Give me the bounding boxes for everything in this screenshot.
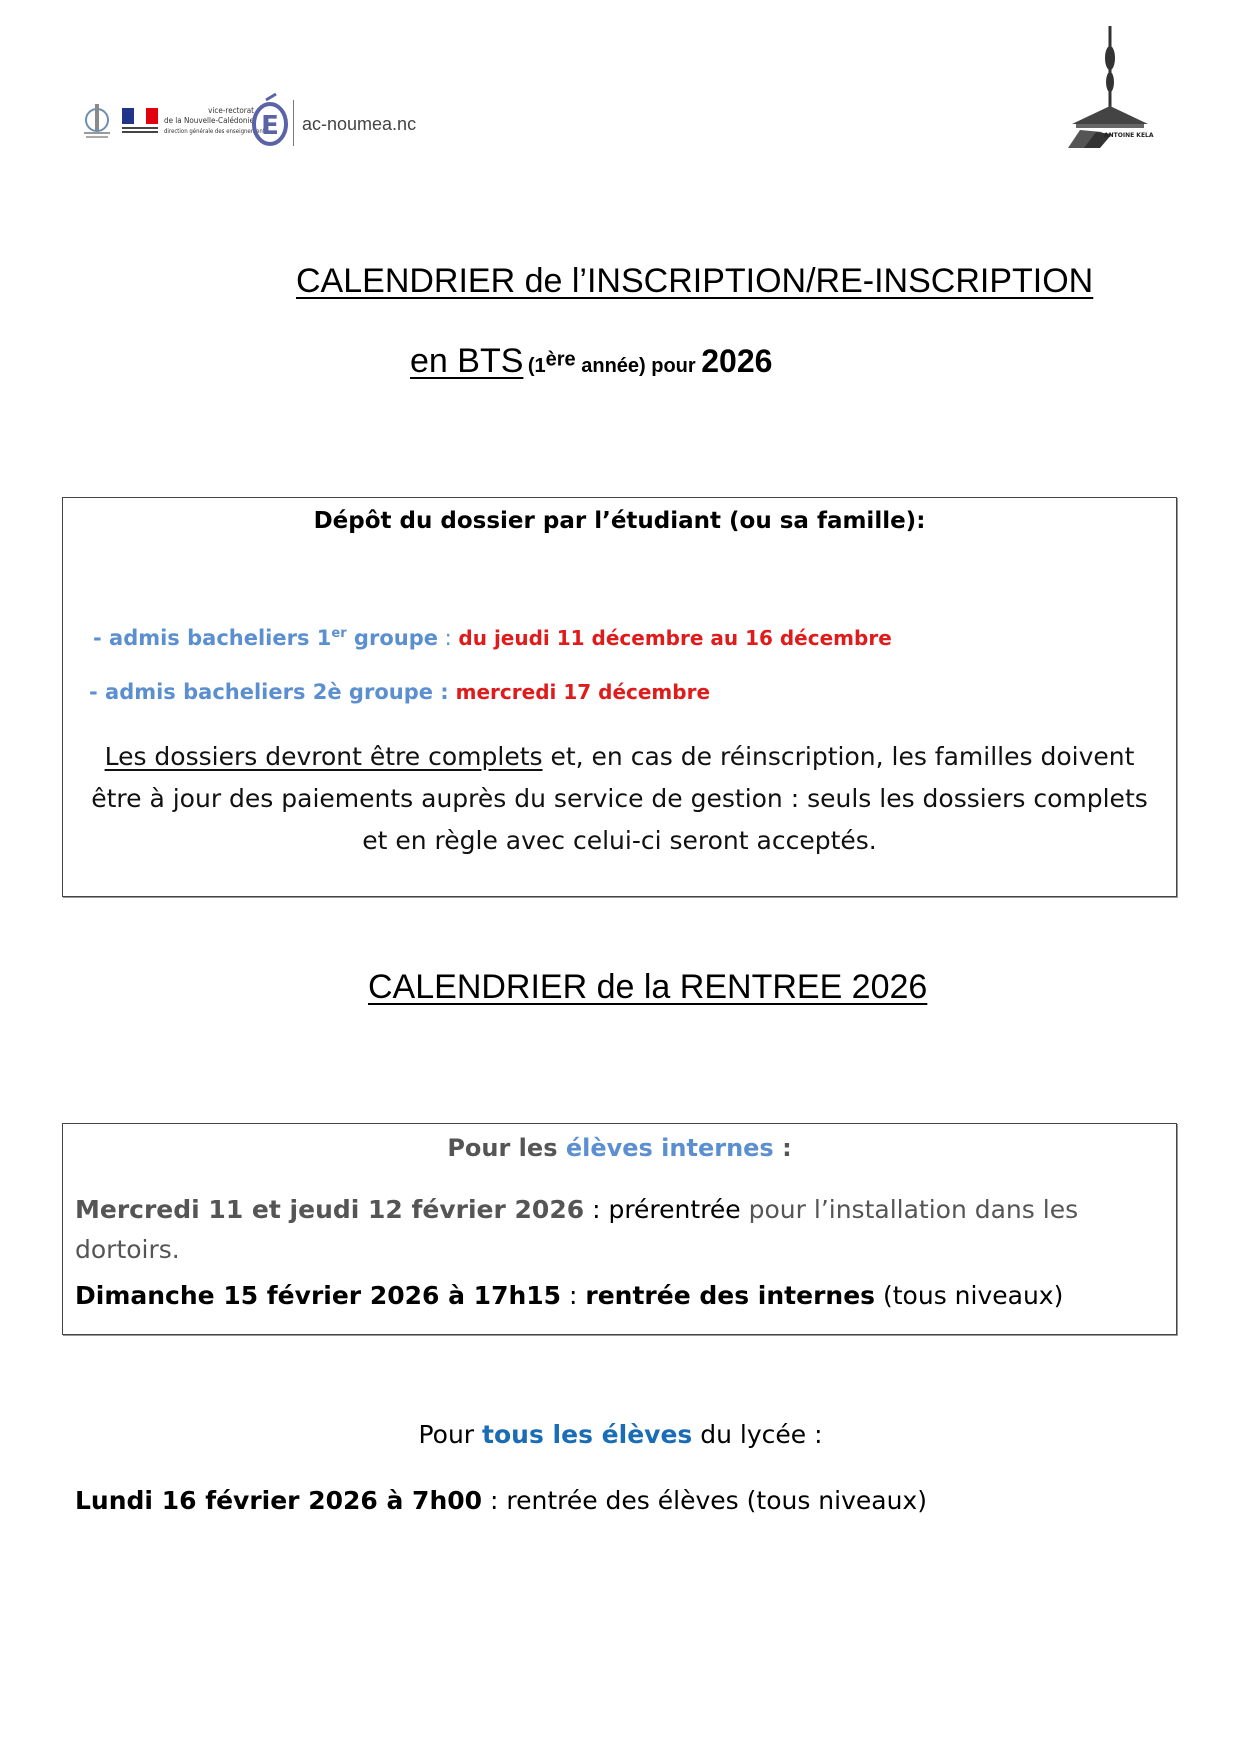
year-level-rest: année) pour <box>575 355 702 377</box>
rentree-internes-label: rentrée des internes <box>585 1281 876 1310</box>
deposit-item-1 <box>93 626 892 650</box>
tous-highlight: tous les élèves <box>482 1420 693 1449</box>
rentree-internes-sep: : <box>561 1281 586 1310</box>
ac-noumea-site: ac-noumea.nc <box>302 114 417 134</box>
deposit-item-1-label-post: groupe <box>346 626 438 650</box>
education-e-logo-icon <box>250 92 290 148</box>
deposit-box <box>62 497 1177 897</box>
deposit-item-2 <box>89 680 710 704</box>
internes-box <box>62 1123 1177 1335</box>
rentree-title: CALENDRIER de la RENTREE 2026 <box>368 968 928 1006</box>
prerentree-word: prérentrée <box>608 1195 741 1224</box>
title-year: 2026 <box>701 343 773 379</box>
lycee-antoine-kela-logo <box>1060 20 1160 150</box>
lundi-rest: : rentrée des élèves (tous niveaux) <box>482 1486 927 1515</box>
deposit-heading: Dépôt du dossier par l’étudiant (ou sa famille): <box>313 508 926 534</box>
deposit-item-1-sep: : <box>437 626 459 650</box>
deposit-item-1-sup: er <box>331 626 347 641</box>
logo-divider <box>293 100 294 146</box>
tous-post: du lycée : <box>692 1420 823 1449</box>
rentree-internes-rest: (tous niveaux) <box>875 1281 1064 1310</box>
vice-rectorat-logo <box>80 96 420 152</box>
rentree-internes-date: Dimanche 15 février 2026 à 17h15 <box>75 1281 562 1310</box>
prerentree-sep: : <box>584 1195 609 1224</box>
nouvelle-caledonie-emblem-icon <box>80 102 114 140</box>
deposit-item-1-label: - admis bacheliers 1 <box>93 626 332 650</box>
prerentree-rest: pour l’installation dans les <box>740 1195 1079 1224</box>
prerentree-date: Mercredi 11 et jeudi 12 février 2026 <box>75 1195 585 1224</box>
prerentree-line <box>75 1190 1078 1230</box>
deposit-note <box>83 736 1156 862</box>
year-level-open: (1 <box>527 355 546 377</box>
internes-heading-pre: Pour les <box>447 1134 566 1162</box>
bts-subtitle <box>410 342 772 381</box>
deposit-note-rest: et, en cas de réinscription, les familles doivent être à jour des paiements auprès du service de gestion : seuls les dossiers complets et en règle avec celui-ci seront acceptés. <box>91 742 1148 855</box>
lycee-tower-icon <box>1060 20 1160 150</box>
republique-francaise-flag-icon <box>122 108 158 138</box>
prerentree-cont: dortoirs. <box>75 1235 180 1264</box>
year-level-sup: ère <box>545 348 576 371</box>
rentree-internes-line <box>75 1276 1063 1316</box>
tous-eleves-heading <box>0 1420 1241 1449</box>
bts-label: en BTS <box>410 342 524 380</box>
lundi-date: Lundi 16 février 2026 à 7h00 <box>75 1486 483 1515</box>
tous-pre: Pour <box>418 1420 483 1449</box>
vice-rectorat-line3: direction générale des enseignements <box>164 128 268 135</box>
deposit-item-1-date: du jeudi 11 décembre au 16 décembre <box>458 626 892 650</box>
lundi-rentree-line <box>75 1486 927 1515</box>
internes-heading <box>63 1134 1176 1162</box>
vice-rectorat-line1: vice-rectorat <box>208 106 254 115</box>
deposit-item-2-date: mercredi 17 décembre <box>448 680 711 704</box>
inscription-title: CALENDRIER de l’INSCRIPTION/RE-INSCRIPTION <box>296 262 1094 300</box>
internes-heading-highlight: élèves internes <box>565 1134 774 1162</box>
lycee-name: ANTOINE KELA <box>1104 132 1154 139</box>
vice-rectorat-line2: de la Nouvelle-Calédonie <box>164 116 254 125</box>
deposit-item-2-label: - admis bacheliers 2è groupe : <box>89 680 449 704</box>
internes-heading-post: : <box>773 1134 792 1162</box>
svg-text:E: E <box>261 111 279 141</box>
deposit-note-underlined: Les dossiers devront être complets <box>104 742 543 771</box>
